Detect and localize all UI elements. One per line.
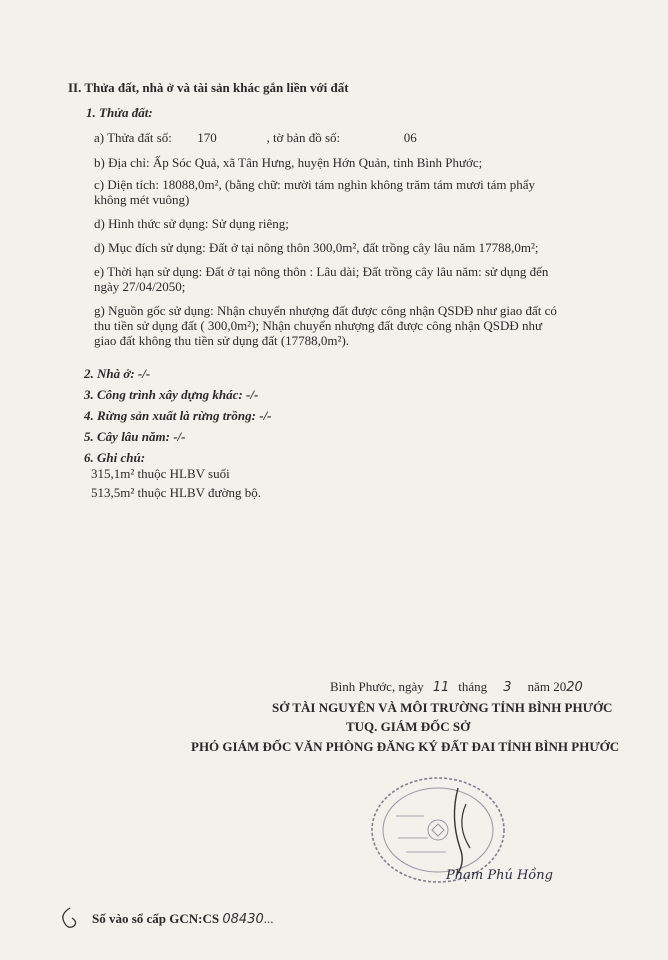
signing-place-label: Bình Phước, ngày xyxy=(330,679,424,694)
signer-name: Phạm Phú Hồng xyxy=(446,868,553,883)
land-usage-term-line1: e) Thời hạn sử dụng: Đất ở tại nông thôn : Lâu dài; Đất trồng cây lâu năm: sử dụng đến xyxy=(94,264,549,279)
construction-item: 3. Công trình xây dựng khác: -/- xyxy=(84,387,259,402)
land-origin-line3: giao đất không thu tiền sử dụng đất (17788,0m²). xyxy=(94,333,350,348)
map-sheet-label: , tờ bản đồ số: xyxy=(266,130,341,145)
note-1: 315,1m² thuộc HLBV suối xyxy=(91,466,230,481)
house-item: 2. Nhà ở: -/- xyxy=(84,366,151,381)
org-line-3: PHÓ GIÁM ĐỐC VĂN PHÒNG ĐĂNG KÝ ĐẤT ĐAI TỈNH BÌNH PHƯỚC xyxy=(191,739,620,754)
parcel-number-value: 170 xyxy=(197,130,217,145)
land-heading: 1. Thửa đất: xyxy=(86,105,153,120)
org-line-1: SỞ TÀI NGUYÊN VÀ MÔI TRƯỜNG TỈNH BÌNH PHƯỚC xyxy=(272,700,613,715)
land-origin-line2: thu tiền sử dụng đất ( 300,0m²); Nhận chuyển nhượng đất được công nhận QSDĐ như xyxy=(94,318,543,333)
org-line-2: TUQ. GIÁM ĐỐC SỞ xyxy=(346,719,471,734)
signing-year-label: năm 20 xyxy=(527,679,567,694)
signing-month: 3 xyxy=(503,680,512,695)
land-usage-term-line2: ngày 27/04/2050; xyxy=(94,279,186,294)
margin-mark-icon xyxy=(58,906,80,932)
land-area-line1: c) Diện tích: 18088,0m², (bằng chữ: mười tám nghìn không trăm tám mươi tám phẩy xyxy=(94,177,535,192)
land-area-line2: không mét vuông) xyxy=(94,192,190,207)
signing-day: 11 xyxy=(432,680,450,695)
land-origin-line1: g) Nguồn gốc sử dụng: Nhận chuyển nhượng đất được công nhận QSDĐ như giao đất có xyxy=(94,303,557,318)
land-usage-purpose: d) Mục đích sử dụng: Đất ở tại nông thôn 300,0m², đất trồng cây lâu năm 17788,0m²; xyxy=(94,240,539,255)
signing-year-suffix: 20 xyxy=(566,680,583,695)
notes-heading: 6. Ghi chú: xyxy=(84,450,146,465)
note-2: 513,5m² thuộc HLBV đường bộ. xyxy=(91,485,261,500)
forest-item: 4. Rừng sản xuất là rừng trồng: -/- xyxy=(84,408,272,423)
registry-line: Số vào sổ cấp GCN:CS 08430... xyxy=(92,911,274,927)
perennial-item: 5. Cây lâu năm: -/- xyxy=(84,429,186,444)
registry-label: Số vào sổ cấp GCN:CS xyxy=(92,911,220,926)
registry-number: 08430 xyxy=(222,912,264,927)
signing-date-line xyxy=(330,679,583,696)
land-usage-form: d) Hình thức sử dụng: Sử dụng riêng; xyxy=(94,216,289,231)
land-address: b) Địa chỉ: Ấp Sóc Quả, xã Tân Hưng, huyện Hớn Quản, tỉnh Bình Phước; xyxy=(94,155,483,170)
map-sheet-value: 06 xyxy=(403,130,417,145)
section-title: II. Thửa đất, nhà ở và tài sản khác gắn liền với đất xyxy=(68,80,349,95)
parcel-number-label: a) Thửa đất số: xyxy=(94,130,172,145)
land-parcel-line xyxy=(94,130,417,146)
signing-month-label: tháng xyxy=(458,679,488,694)
